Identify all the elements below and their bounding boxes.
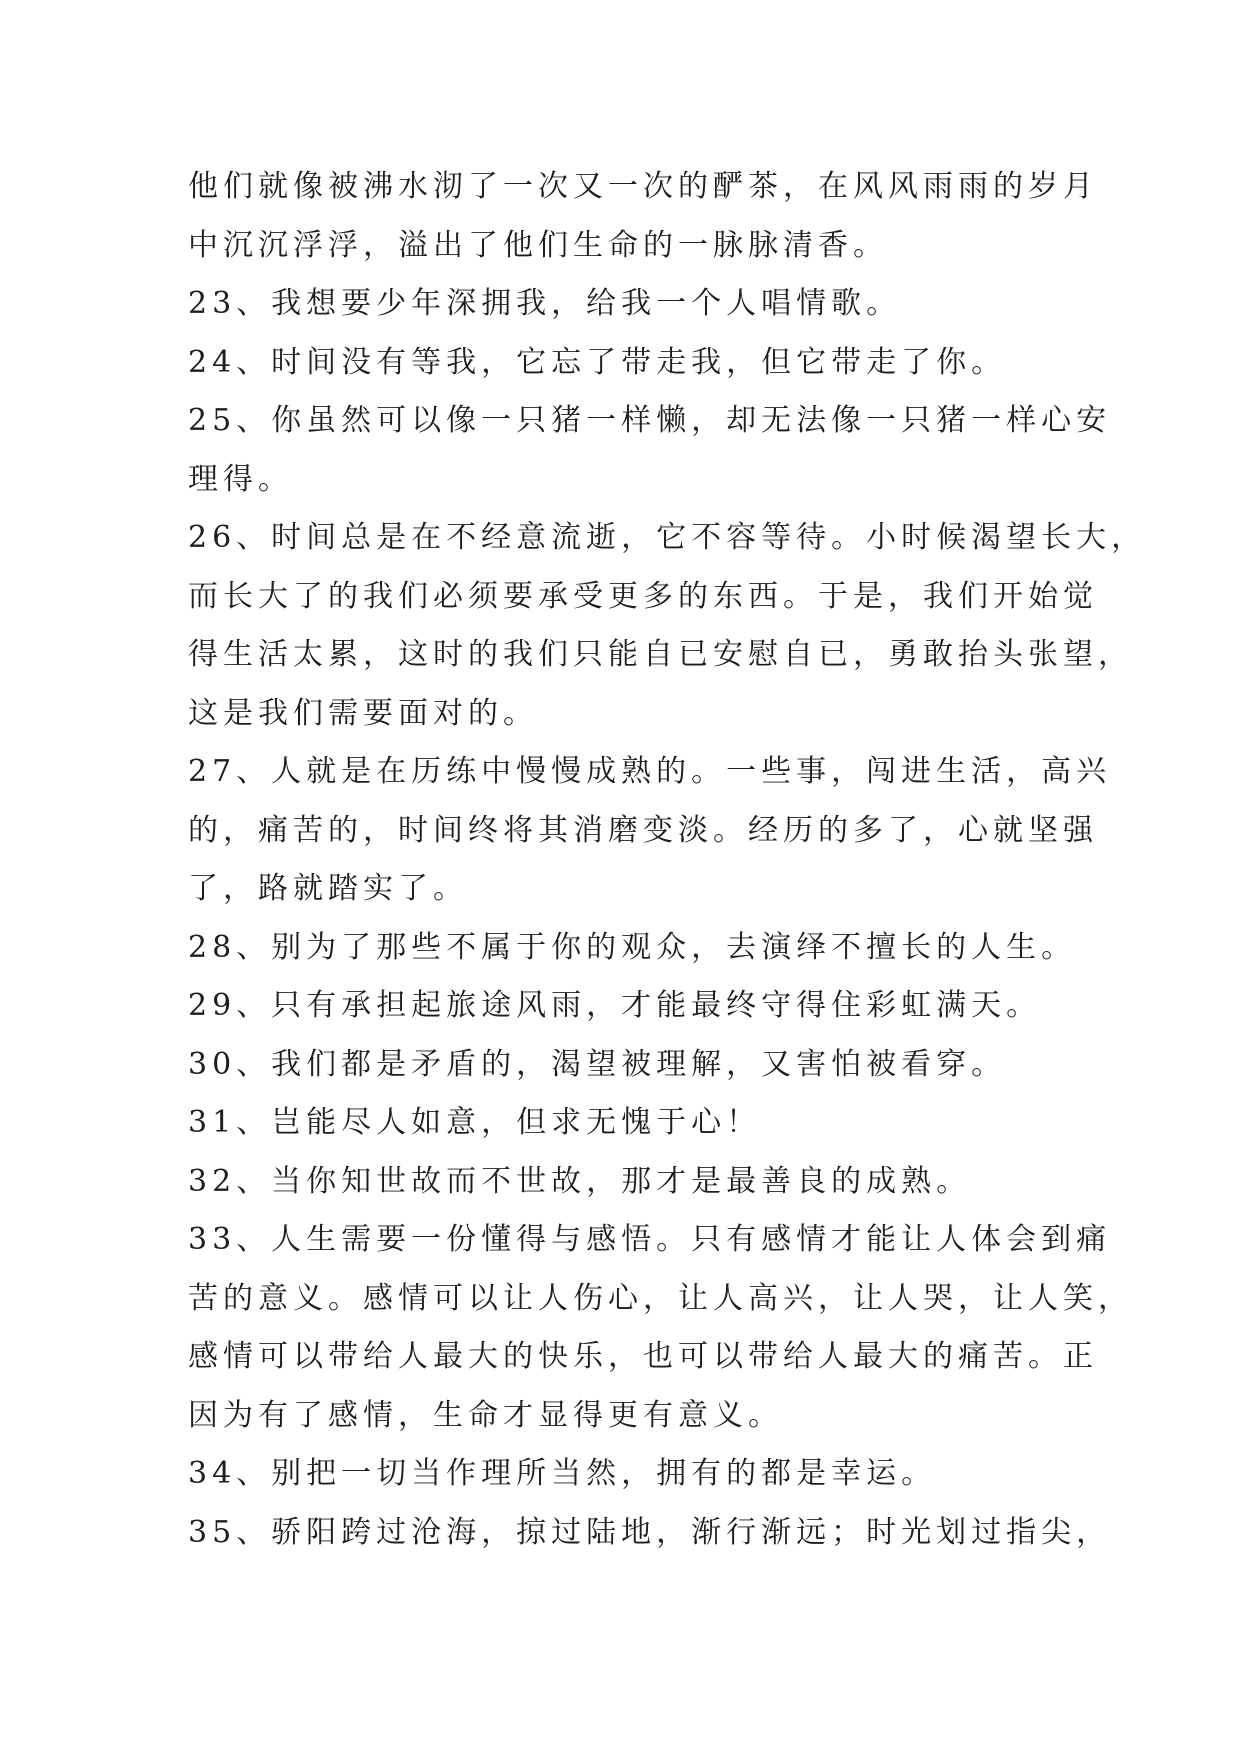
body-text <box>188 158 1147 1562</box>
text-line: 32、当你知世故而不世故，那才是最善良的成熟。 <box>188 1163 972 1199</box>
text-line: 29、只有承担起旅途风雨，才能最终守得住彩虹满天。 <box>188 988 1042 1023</box>
text-line: 中沉沉浮浮，溢出了他们生命的一脉脉清香。 <box>188 227 888 263</box>
text-line: 感情可以带给人最大的快乐，也可以带给人最大的痛苦。正 <box>188 1339 1098 1374</box>
text-line: 28、别为了那些不属于你的观众，去演绎不擅长的人生。 <box>188 929 1077 965</box>
text-line: 了，路就踏实了。 <box>188 871 468 906</box>
text-line: 而长大了的我们必须要承受更多的东西。于是，我们开始觉 <box>188 578 1098 614</box>
text-line: 35、骄阳跨过沧海，掠过陆地，渐行渐远；时光划过指尖， <box>188 1514 1112 1550</box>
text-line: 30、我们都是矛盾的，渴望被理解，又害怕被看穿。 <box>188 1046 1007 1082</box>
text-line: 他们就像被沸水沏了一次又一次的酽茶，在风风雨雨的岁月 <box>188 169 1098 204</box>
text-line: 这是我们需要面对的。 <box>188 695 538 731</box>
text-line: 的，痛苦的，时间终将其消磨变淡。经历的多了，心就坚强 <box>188 812 1098 848</box>
text-line: 26、时间总是在不经意流逝，它不容等待。小时候渴望长大， <box>188 520 1147 555</box>
text-line: 27、人就是在历练中慢慢成熟的。一些事，闯进生活，高兴 <box>188 754 1112 789</box>
text-line: 33、人生需要一份懂得与感悟。只有感情才能让人体会到痛 <box>188 1222 1112 1257</box>
text-line: 34、别把一切当作理所当然，拥有的都是幸运。 <box>188 1456 937 1491</box>
text-line: 31、岂能尽人如意，但求无愧于心！ <box>188 1105 762 1140</box>
text-line: 因为有了感情，生命才显得更有意义。 <box>188 1397 783 1433</box>
text-line: 25、你虽然可以像一只猪一样懒，却无法像一只猪一样心安 <box>188 403 1112 438</box>
text-line: 理得。 <box>188 461 293 497</box>
text-line: 24、时间没有等我，它忘了带走我，但它带走了你。 <box>188 344 1007 380</box>
text-line: 得生活太累，这时的我们只能自已安慰自已，勇敢抬头张望， <box>188 637 1133 672</box>
text-line: 苦的意义。感情可以让人伤心，让人高兴，让人哭，让人笑， <box>188 1280 1133 1316</box>
text-line: 23、我想要少年深拥我，给我一个人唱情歌。 <box>188 286 902 321</box>
